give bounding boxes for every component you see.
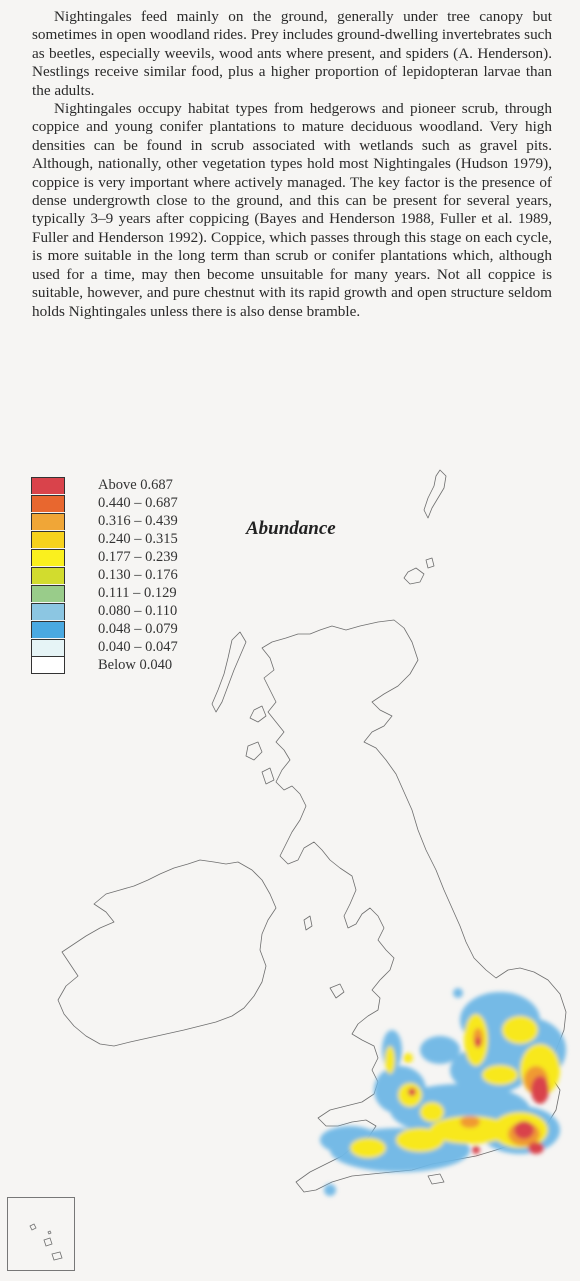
inset-box-channel-islands — [7, 1197, 75, 1271]
isle-of-man — [304, 916, 312, 930]
uk-ireland-map — [0, 450, 580, 1281]
body-text — [32, 8, 552, 321]
inner-hebrides — [262, 768, 274, 784]
isle-of-wight — [428, 1174, 444, 1184]
legend-label: 0.048 – 0.079 — [98, 620, 178, 637]
map-title: Abundance — [246, 518, 336, 539]
ireland-coastline — [58, 860, 276, 1046]
legend-label: 0.080 – 0.110 — [98, 602, 178, 619]
inner-hebrides — [250, 706, 266, 722]
paragraph-feeding: Nightingales feed mainly on the ground, generally under tree canopy but sometimes in open woodland rides. Prey includes ground-dwelling invertebrates such as beetles, especially weevils, wood ants where present, and spiders (A. Henderson). Nestlings receive similar food, plus a higher proportion of lepidopteran larvae than the adults. — [32, 8, 552, 99]
abundance-layer — [320, 988, 566, 1196]
legend-label: 0.177 – 0.239 — [98, 548, 178, 565]
paragraph-habitat: Nightingales occupy habitat types from hedgerows and pioneer scrub, through coppice and young conifer plantations to mature deciduous woodland. Very high densities can be found in scrub associated with wetlands such as gravel pits. Although, nationally, other vegetation types hold most Nightingales (Hudson 1979), coppice is very important where actively managed. The key factor is the presence of dense undergrowth close to the ground, and this can be present for several years, typically 3–9 years after coppicing (Bayes and Henderson 1988, Fuller et al. 1989, Fuller and Henderson 1992). Coppice, which passes through this stage on each cycle, is more suitable in the long term than scrub or conifer plantations which, although used for a time, may then become unsuitable for many years. Not all coppice is suitable, however, and pure chestnut with its rapid growth and open structure seldom holds Nightingales unless there is also dense bramble. — [32, 100, 552, 320]
legend-label: 0.040 – 0.047 — [98, 638, 178, 655]
legend-label: 0.240 – 0.315 — [98, 530, 178, 547]
legend-label: Above 0.687 — [98, 476, 173, 493]
legend-label: 0.316 – 0.439 — [98, 512, 178, 529]
legend-label: 0.130 – 0.176 — [98, 566, 178, 583]
anglesey — [330, 984, 344, 998]
orkney-islands — [404, 568, 424, 584]
legend-label: 0.440 – 0.687 — [98, 494, 178, 511]
inner-hebrides — [246, 742, 262, 760]
channel-islands-icon — [8, 1198, 74, 1270]
legend-label: 0.111 – 0.129 — [98, 584, 177, 601]
outer-hebrides — [212, 632, 246, 712]
shetland-islands — [424, 470, 446, 518]
legend-label: Below 0.040 — [98, 656, 173, 673]
orkney-islands — [426, 558, 434, 568]
